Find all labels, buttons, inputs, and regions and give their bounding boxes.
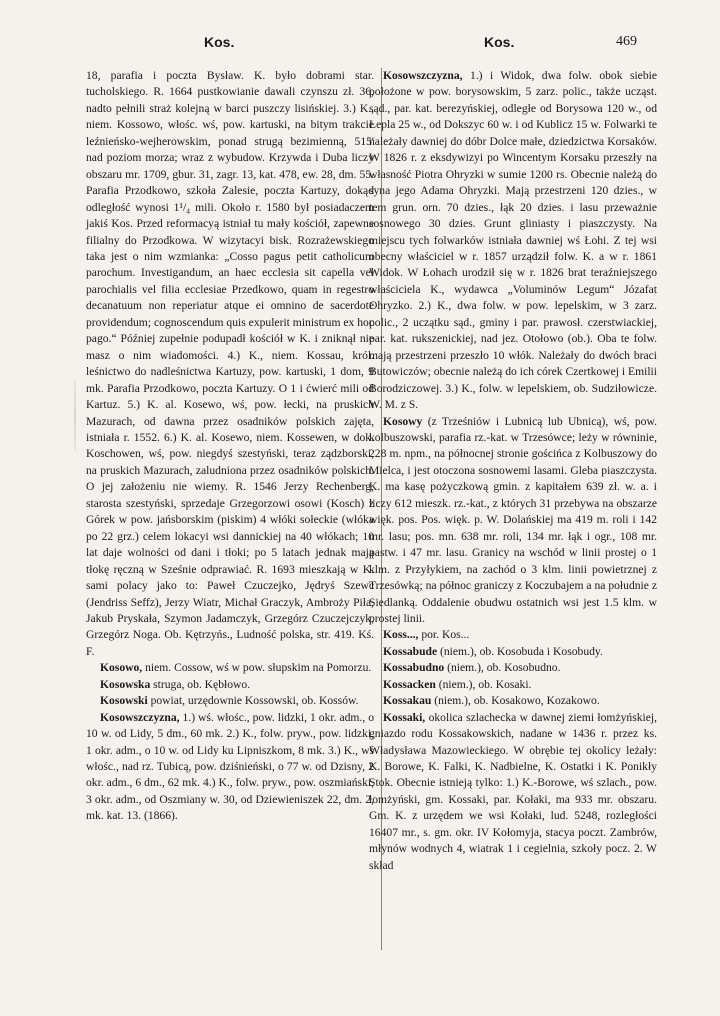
page-fold-shadow xyxy=(74,380,76,450)
dictionary-entry xyxy=(369,627,657,643)
dictionary-entry xyxy=(86,68,374,660)
entry-headword: Kossaki, xyxy=(383,710,426,724)
dictionary-entry xyxy=(369,68,657,414)
entry-text: (niem.), ob. Kosaki. xyxy=(435,677,532,691)
entry-text: (niem.), ob. Kosobudno. xyxy=(444,661,561,675)
entry-headword: Kosowszczyzna, xyxy=(100,710,180,724)
running-header xyxy=(0,34,720,56)
entry-text: okolica szlachecka w dawnej ziemi łomżyńskiej, gniazdo rodu Kossakowskich, nadane w 1436 r. przez ks. Władysława Mazowieckiego. W obrębie tej okolicy leżały: K. Borowe, K. Falki, K. Nadbielne, K. Ostatki i K. Ponikły Stok. Obecnie istnieją tylko: 1.) K.-Borowe, wś szlach., pow. łomżyński, gm. Kossaki, par. Kołaki, ma 933 mr. obszaru. Gm. K. z urzędem we wsi Kołaki, lud. 5248, rozległości 16407 mr., s. gm. okr. IV Kołomyja, stacya poczt. Zambrów, młynów wodnych 4, wiatrak 1 i cegielnia, szkoły pocz. 2. W skład xyxy=(369,710,657,872)
entry-headword: Kosowski xyxy=(100,694,148,708)
page-number: 469 xyxy=(616,34,637,49)
dictionary-entry xyxy=(369,644,657,660)
dictionary-entry xyxy=(86,693,374,709)
entry-headword: Kossacken xyxy=(383,677,436,691)
entry-headword: Kossabudno xyxy=(383,661,445,675)
entry-headword: Kossakau xyxy=(383,694,432,708)
entry-headword: Koss..., xyxy=(383,628,419,642)
header-left-word: Kos. xyxy=(204,34,235,50)
dictionary-entry xyxy=(369,710,657,875)
entry-headword: Kosowo, xyxy=(100,661,143,675)
entry-text: 1.) wś. włośc., pow. lidzki, 1 okr. adm., o 10 w. od Lidy, 5 dm., 60 mk. 2.) K., folw. pryw., pow. lidzki, 1 okr. adm., o 10 w. od Lidy ku Lipniszkom, 8 mk. 3.) K., wś włośc., nad rz. Tubicą, pow. dziśnieński, o 77 w. od Dzisny, 2 okr. adm., 6 dm., 62 mk. 4.) K., folw. pryw., pow. oszmiański, 3 okr. adm., od Oszmiany w. 30, od Dziewieniszek 22, dm. 2, mk. kat. 13. (1866). xyxy=(86,710,374,823)
entry-headword: Kosowska xyxy=(100,677,151,691)
entry-text: struga, ob. Kębłowo. xyxy=(150,677,251,691)
entry-text: 18, parafia i poczta Bysław. K. było dobrami star. tucholskiego. R. 1664 pustkowianie dawali czynszu zł. 36, nadto pełnili straż kolejną w barci puszczy lisińskiej. 3.) K., niem. Kossowo, włośc. wś, pow. kartuski, na bitym trakcie leźnieńsko-wejherowskim, ponad strugą bezimienną, 515' nad poziom morza; wraz z wybudow. Krzywda i Duba liczy obszaru mr. 1709, gbur. 31, zagr. 13, kat. 478, ew. 28, dm. 55. Parafia Przodkowo, szkoła Zalesie, poczta Kartuzy, dokąd odległość wynosi 1¹/₄ mili. Około r. 1580 był posiadaczem jakiś Kos. Przed reformacyą istniał tu mały kościół, zapewne filialny do Przodkowa. W wizytacyi bisk. Rozrażewskiego taka jest o nim wzmianka: „Cosso pagus petit catholicum parochum. Investigandum, an haec ecclesia sit capella vel parochialis vel filia ecclesiae Przedkowo, quam in regestro decanatuum non reperiatur atque ei omnino de sacerdote providendum; cognoscendum quis expulerit ministrum ex hoc pago.“ Później zupełnie podupadł kościół w K. i zniknął nie masz o nim wiadomości. 4.) K., niem. Kossau, król. leśnictwo do nadleśnictwa Kartuzy, pow. kartuski, 1 dom, 9 mk. Parafia Przodkowo, poczta Kartuzy. O 1 i ćwierć mili od Kartuz. 5.) K. al. Kosewo, wś, pow. łecki, na pruskich Mazurach, od dawna przez osadników polskich zajęta, istniała r. 1552. 6.) K. al. Kosewo, niem. Kossewen, w dok. Koschowen, wś, pow. niegdyś szestyński, teraz ządzborski, na pruskich Mazurach, zaludniona przez osadników polskich. O jej założeniu nie wiemy. R. 1546 Jerzy Rechenberg, starosta szestyński, sprzedaje Grzegorzowi osowi (Kosch) z Górek w pow. jańsborskim (piskim) 4 włóki sołeckie (włóka po 22 grz.) celem lokacyi wsi dannickiej na 40 włókach; 10 lat daje wolności od dani i tłoki; po 5 latach jednak mają tłokę ręczną w Sześnie odprawiać. R. 1693 mieszkają w K. sami polacy jako to: Paweł Czuczejko, Jędryś Szewc (Jendriss Seffz), Jerzy Wiatr, Michał Graczyk, Ambroży Piła, Jakub Pryskała, Szymon Jadamczyk, Grzegórz Czuczejczyk, Grzegórz Noga. Ob. Kętrzyńs., Ludność polska, str. 419. Kś. F. xyxy=(86,69,374,658)
entry-headword: Kosowy xyxy=(383,414,423,428)
dictionary-entry xyxy=(86,710,374,825)
entry-text: (niem.), ob. Kosakowo, Kozakowo. xyxy=(431,694,600,708)
entry-text: niem. Cossow, wś w pow. słupskim na Pomorzu. xyxy=(142,661,372,675)
dictionary-entry xyxy=(369,693,657,709)
left-text-column xyxy=(86,68,382,950)
dictionary-entry xyxy=(86,660,374,676)
dictionary-entry xyxy=(369,414,657,628)
dictionary-entry xyxy=(369,677,657,693)
entry-headword: Kosowszczyzna, xyxy=(383,69,463,82)
dictionary-entry xyxy=(86,677,374,693)
dictionary-entry xyxy=(369,660,657,676)
entry-text: 1.) i Widok, dwa folw. obok siebie położone w pow. borysowskim, 5 zarz. polic., także ucząst. sąd., par. kat. berezyńskiej, odległe od Borysowa 120 w., od Lepla 25 w., od Dokszyc 60 w. i od Kublicz 15 w. Folwarki te należały dawniej do dóbr Dolce małe, dziedzictwa Korsaków. W 1826 r. z eksdywizyi po Wincentym Korsaku przeszły na własność Piotra Ohryzki w sumie 1200 rs. Obecnie należą do syna jego Adama Ohryzki. Mają przestrzeni 120 dzies., w tem grun. orn. 70 dzies., łąk 20 dzies. i lasu przeważnie sosnowego 30 dzies. Grunt gliniasty i piaszczysty. Na miejscu tych folwarków istniała dawniej wś Łohi. Z tej wsi obecny właściciel w r. 1857 urządził folw. K. a w r. 1861 Widok. W Łohach urodził się w r. 1826 brat teraźniejszego właściciela K., wydawca „Voluminów Legum“ Józafat Ohryzko. 2.) K., dwa folw. w pow. lepelskim, w 3 zarz. polic., 2 uczątku sąd., gminy i par. prawosł. czerstwiackiej, par. kat. rukszenickiej, nad jez. Otołowo (ob.). Oba te folw. mają przestrzeni przeszło 10 włók. Należały do dwóch braci Butowiczów; obecnie należą do ich córek Czertkowej i Emilii Borodziczowej. 3.) K., folw. w lepelskiem, ob. Sudziłowicze. W. M. z S. xyxy=(369,69,657,412)
entry-headword: Kossabude xyxy=(383,644,438,658)
entry-text: (z Trześniów i Lubnicą lub Ubnicą), wś, pow. kolbuszowski, parafia rz.-kat. w Trzesówce; leży w równinie, 228 m. npm., na północnej stronie gościńca z Kolbuszowy do Mielca, i jest otoczona sosnowemi lasami. Gleba piaszczysta. K. ma kasę pożyczkową gmin. z kapitałem 639 zł. w. a. i liczy 612 mieszk. rz.-kat., z których 31 przebywa na obszarze więk. pos. Pos. więk. p. W. Dolańskiej ma 419 m. roli i 142 mr. lasu; pos. mn. 638 mr. roli, 134 mr. łąk i ogr., 108 mr. pastw. i 47 mr. lasu. Granicy na wschód w linii prostej o 1 klm. z Przyłykiem, na zachód o 3 klm. linii powietrznej z Trzesówką; na północ graniczy z Koczubajem a na południe z Siedlanką. Oddalenie obudwu ostatnich wsi jest 1.5 klm. w prostej linii. xyxy=(369,414,657,625)
right-text-column xyxy=(369,68,657,874)
entry-text: powiat, urzędownie Kossowski, ob. Kossów. xyxy=(147,694,359,708)
header-center-word: Kos. xyxy=(484,34,515,50)
entry-text: por. Kos... xyxy=(418,628,470,642)
entry-text: (niem.), ob. Kosobuda i Kosobudy. xyxy=(437,644,603,658)
